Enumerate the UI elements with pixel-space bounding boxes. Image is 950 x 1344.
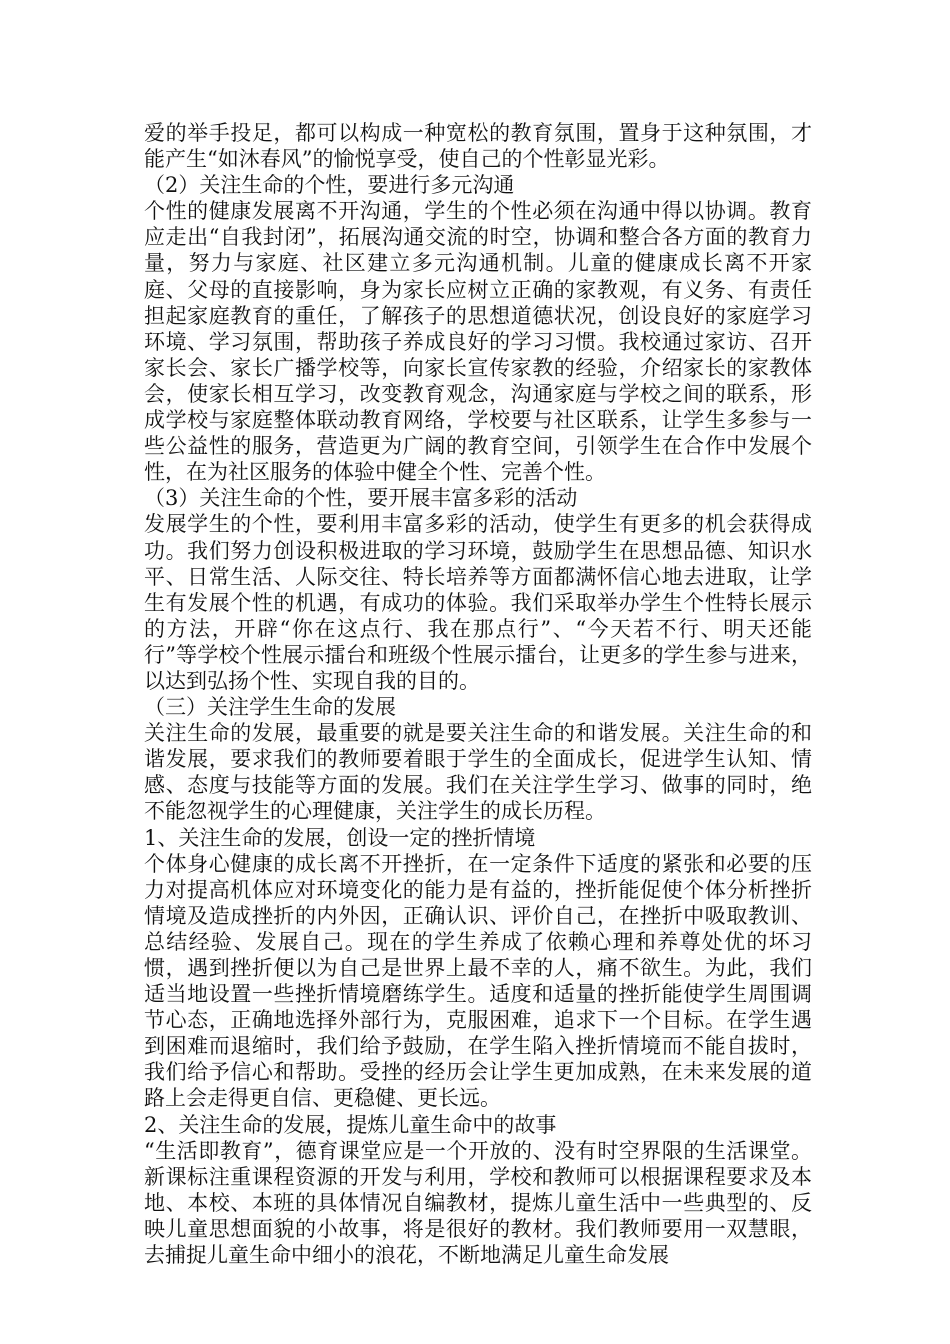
section-heading: （3）关注生命的个性，要开展丰富多彩的活动 (144, 486, 578, 511)
document-page (144, 120, 812, 1268)
paragraph: “生活即教育”，德育课堂应是一个开放的、没有时空界限的生活课堂。新课标注重课程资源的开发与利用，学校和教师可以根据课程要求及本地、本校、本班的具体情况自编教材，提炼儿童生活中一些典型的、反映儿童思想面貌的小故事，将是很好的教材。我们教师要用一双慧眼，去捕捉儿童生命中细小的浪花，不断地满足儿童生命发展 (144, 1138, 812, 1268)
paragraph: 发展学生的个性，要利用丰富多彩的活动，使学生有更多的机会获得成功。我们努力创设积极进取的学习环境，鼓励学生在思想品德、知识水平、日常生活、人际交往、特长培养等方面都满怀信心地去进取，让学生有发展个性的机遇，有成功的体验。我们采取举办学生个性特长展示的方法，开辟“你在这点行、我在那点行”、“今天若不行、明天还能行”等学校个性展示擂台和班级个性展示擂台，让更多的学生参与进来，以达到弘扬个性、实现自我的目的。 (144, 512, 812, 693)
section-heading: （2）关注生命的个性，要进行多元沟通 (144, 173, 515, 198)
paragraph: 个体身心健康的成长离不开挫折，在一定条件下适度的紧张和必要的压力对提高机体应对环境变化的能力是有益的，挫折能促使个体分析挫折情境及造成挫折的内外因，正确认识、评价自己，在挫折中吸取教训、总结经验、发展自己。现在的学生养成了依赖心理和养尊处优的坏习惯，遇到挫折便以为自己是世界上最不幸的人，痛不欲生。为此，我们适当地设置一些挫折情境磨练学生。适度和适量的挫折能使学生周围调节心态，正确地选择外部行为，克服困难，追求下一个目标。在学生遇到困难而退缩时，我们给予鼓励，在学生陷入挫折情境而不能自拔时，我们给予信心和帮助。受挫的经历会让学生更加成熟，在未来发展的道路上会走得更自信、更稳健、更长远。 (144, 851, 812, 1111)
paragraph: 关注生命的发展，最重要的就是要关注生命的和谐发展。关注生命的和谐发展，要求我们的教师要着眼于学生的全面成长，促进学生认知、情感、态度与技能等方面的发展。我们在关注学生学习、做事的同时，绝不能忽视学生的心理健康，关注学生的成长历程。 (144, 721, 812, 824)
paragraph: 个性的健康发展离不开沟通，学生的个性必须在沟通中得以协调。教育应走出“自我封闭”，拓展沟通交流的时空，协调和整合各方面的教育力量，努力与家庭、社区建立多元沟通机制。儿童的健康成长离不开家庭、父母的直接影响，身为家长应树立正确的家教观，有义务、有责任担起家庭教育的重任，了解孩子的思想道德状况，创设良好的家庭学习环境、学习氛围，帮助孩子养成良好的学习习惯。我校通过家访、召开家长会、家长广播学校等，向家长宣传家教的经验，介绍家长的家教体会，使家长相互学习，改变教育观念，沟通家庭与学校之间的联系，形成学校与家庭整体联动教育网络，学校要与社区联系，让学生多参与一些公益性的服务，营造更为广阔的教育空间，引领学生在合作中发展个性，在为社区服务的体验中健全个性、完善个性。 (144, 199, 812, 485)
section-heading: （三）关注学生生命的发展 (144, 695, 396, 720)
section-heading: 2、关注生命的发展，提炼儿童生命中的故事 (144, 1112, 557, 1137)
section-heading: 1、关注生命的发展，创设一定的挫折情境 (144, 825, 536, 850)
paragraph: 爱的举手投足，都可以构成一种宽松的教育氛围，置身于这种氛围，才能产生“如沐春风”的愉悦享受，使自己的个性彰显光彩。 (144, 121, 812, 172)
